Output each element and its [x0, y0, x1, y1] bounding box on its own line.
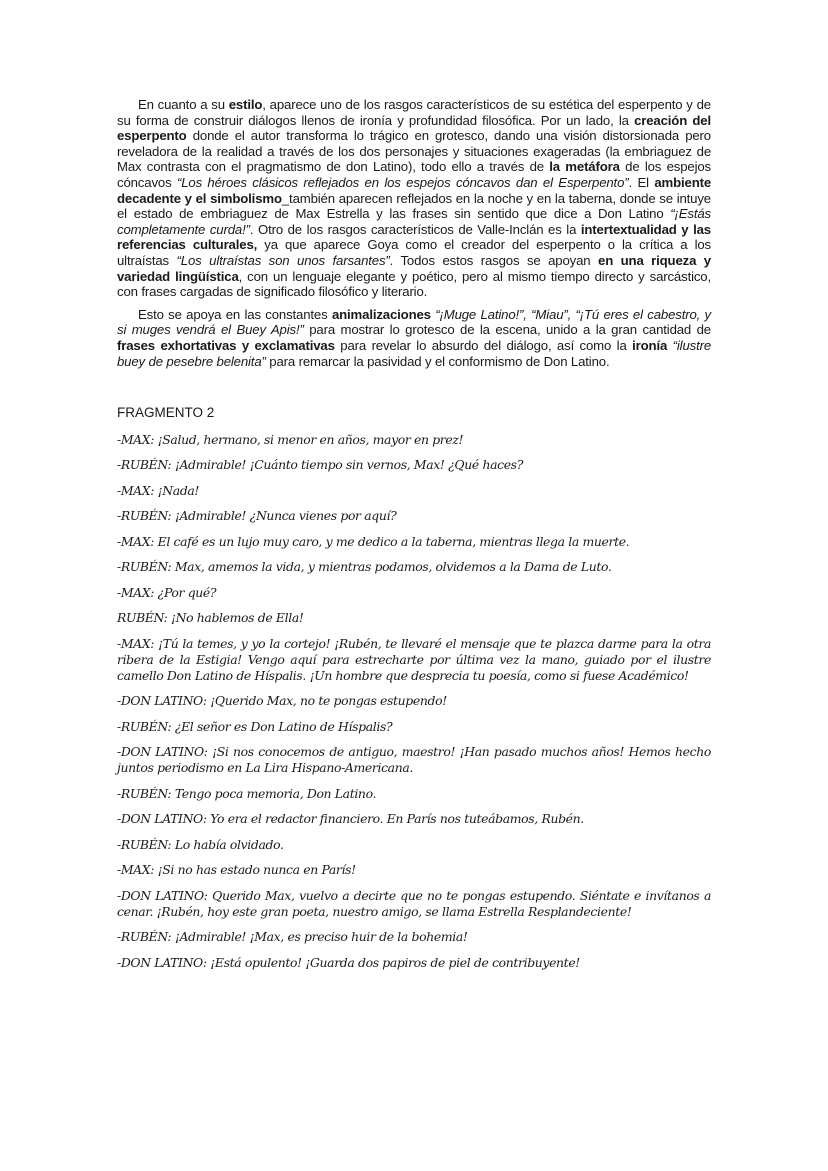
- dialogue-line: -MAX: ¡Salud, hermano, si menor en años, mayor en prez!: [117, 431, 464, 447]
- text-run: para mostrar lo grotesco de la escena, unido a la gran cantidad de: [303, 322, 711, 338]
- dialogue-line: -RUBÉN: ¿El señor es Don Latino de Híspalis?: [117, 718, 393, 734]
- quote: “Los ultraístas son unos farsantes”: [176, 252, 390, 268]
- dialogue-line: -RUBÉN: ¡Admirable! ¡Max, es preciso huir de la bohemia!: [117, 929, 468, 945]
- text-run: de los espejos cóncavos: [117, 159, 711, 190]
- text-run: donde el autor transforma lo trágico en grotesco, dando una visión distorsionada pero reveladora de la realidad a través de los dos personajes y situaciones exageradas (la embriaguez de Max contrasta con el pragmatismo de don Latino), todo ello a través de: [117, 128, 711, 175]
- quote: “¡Estás completamente curda!”: [117, 206, 711, 237]
- text-run: Esto se apoya en las constantes: [138, 306, 332, 322]
- bold-term: animalizaciones: [331, 306, 431, 322]
- dialogue-line: -DON LATINO: Querido Max, vuelvo a decirte que no te pongas estupendo. Siéntate e invítanos a cenar. ¡Rubén, hoy este gran poeta, nuestro amigo, se llama Estrella Resplandeciente!: [117, 887, 711, 919]
- text-run: . Todos estos rasgos se apoyan: [389, 252, 599, 268]
- bold-term: ambiente decadente y el simbolismo: [117, 174, 712, 206]
- dialogue-line: -DON LATINO: Yo era el redactor financiero. En París nos tuteábamos, Rubén.: [117, 811, 584, 827]
- analysis-section: [117, 97, 711, 369]
- text-run: , con un lenguaje elegante y poético, pero al mismo tiempo directo y sarcástico, con frases cargadas de significado filosófico y literario.: [117, 268, 712, 300]
- dialogue-line: -DON LATINO: ¡Está opulento! ¡Guarda dos papiros de piel de contribuyente!: [117, 954, 580, 970]
- dialogue-line: -RUBÉN: ¡Admirable! ¿Nunca vienes por aquí?: [117, 508, 397, 524]
- bold-term: intertextualidad y las referencias culturales,: [117, 221, 711, 253]
- text-run: En cuanto a su: [138, 97, 229, 112]
- analysis-paragraph: [117, 97, 711, 300]
- dialogue-line: -RUBÉN: Tengo poca memoria, Don Latino.: [117, 785, 377, 801]
- dialogue-line: -RUBÉN: Max, amemos la vida, y mientras podamos, olvidemos a la Dama de Luto.: [117, 559, 612, 575]
- dialogue-line: -MAX: ¡Si no has estado nunca en París!: [117, 862, 356, 878]
- quote: “¡Muge Latino!”, “Miau”, “¡Tú eres el cabestro, y si muges vendrá el Buey Apis!”: [117, 306, 711, 338]
- text-run: . Otro de los rasgos característicos de Valle-Inclán es la: [249, 221, 581, 237]
- bold-term: ironía: [632, 337, 668, 353]
- text-run: _también aparecen reflejados en la noche y en la taberna, donde se intuye el estado de embriaguez de Max Estrella y las frases sin sentido que dice a Don Latino: [117, 190, 711, 222]
- analysis-paragraph: [117, 307, 711, 369]
- fragment-heading: FRAGMENTO 2: [117, 405, 215, 421]
- text-run: . El: [628, 174, 655, 190]
- bold-term: creación del esperpento: [117, 112, 711, 144]
- dialogue-line: -MAX: ¡Tú la temes, y yo la cortejo! ¡Rubén, te llevaré el mensaje que te plazca darme para la otra ribera de la Estigia! Vengo aquí para estrecharte por última vez la mano, guiado por el ilustre camello Don Latino de Híspalis. ¡Un hombre que desprecia tu poesía, como si fuese Académico!: [117, 635, 711, 683]
- dialogue-line: -MAX: El café es un lujo muy caro, y me dedico a la taberna, mientras llega la muerte.: [117, 533, 630, 549]
- dialogue-line: -MAX: ¡Nada!: [117, 482, 200, 498]
- dialogue-line: RUBÉN: ¡No hablemos de Ella!: [117, 610, 304, 626]
- text-run: , aparece uno de los rasgos característicos de su estética del esperpento y de su forma de construir diálogos llenos de ironía y profundidad filosófica. Por un lado, la: [117, 97, 711, 128]
- bold-term: en una riqueza y variedad lingüística: [117, 252, 711, 284]
- text-run: ya que aparece Goya como el creador del esperpento o la crítica a los ultraístas: [117, 237, 711, 268]
- bold-term: estilo: [228, 97, 263, 112]
- quote: “ilustre buey de pesebre belenita”: [117, 337, 712, 369]
- document-page: [117, 97, 711, 971]
- dialogue-line: -DON LATINO: ¡Querido Max, no te pongas estupendo!: [117, 693, 447, 709]
- quote: “Los héroes clásicos reflejados en los espejos cóncavos dan el Esperpento”: [176, 174, 629, 190]
- dialogue-section: [117, 432, 711, 971]
- text-run: para remarcar la pasividad y el conformismo de Don Latino.: [265, 353, 610, 369]
- text-run: para revelar lo absurdo del diálogo, así como la: [334, 337, 633, 353]
- bold-term: la metáfora: [549, 159, 620, 175]
- dialogue-line: -RUBÉN: Lo había olvidado.: [117, 836, 284, 852]
- dialogue-line: -MAX: ¿Por qué?: [117, 584, 217, 600]
- dialogue-line: -DON LATINO: ¡Si nos conocemos de antiguo, maestro! ¡Han pasado muchos años! Hemos hecho juntos periodismo en La Lira Hispano-Americana.: [117, 744, 711, 776]
- bold-term: frases exhortativas y exclamativas: [117, 337, 335, 353]
- dialogue-line: -RUBÉN: ¡Admirable! ¡Cuánto tiempo sin vernos, Max! ¿Qué haces?: [117, 457, 523, 473]
